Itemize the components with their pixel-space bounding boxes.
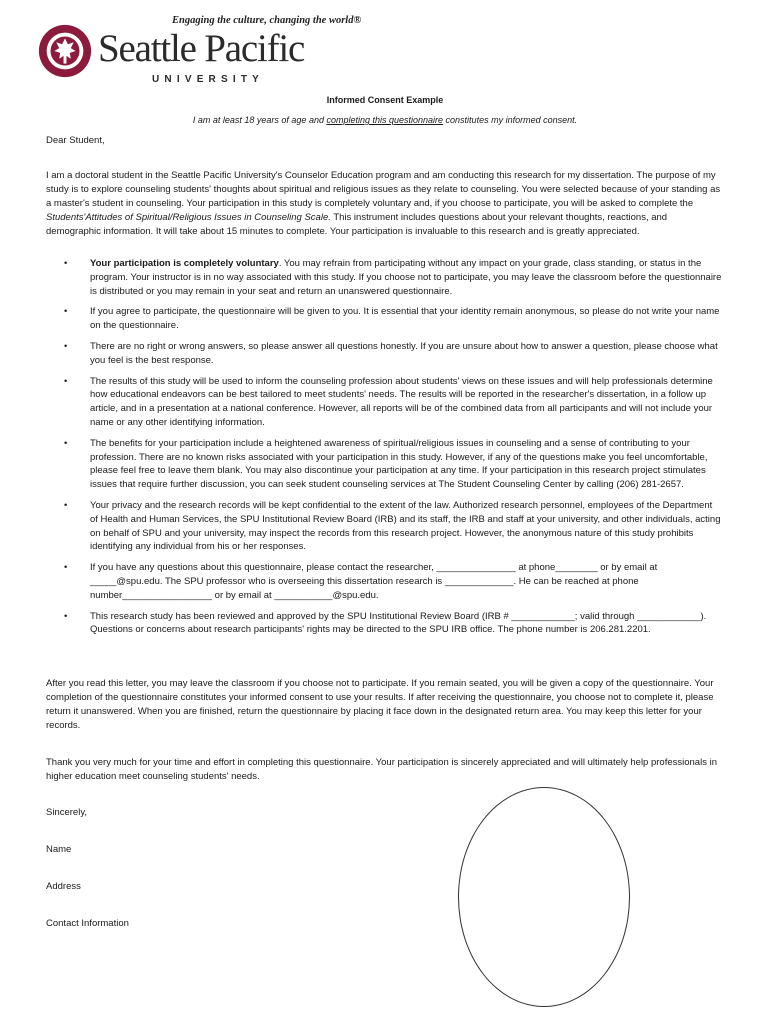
list-item <box>64 375 722 430</box>
list-item <box>64 610 722 638</box>
list-item <box>64 499 722 554</box>
list-item <box>64 257 722 298</box>
sincerely-line: Sincerely, <box>46 807 88 818</box>
spu-crest-icon <box>36 22 94 80</box>
list-item-text: If you agree to participate, the questionnaire will be given to you. It is essential that your identity remain anonymous, so please do not write your name on the questionnaire. <box>90 306 720 332</box>
list-item-text: This research study has been reviewed and approved by the SPU Institutional Review Board (IRB # ____________; valid through ____________). Questions or concerns about research participants' rights may be directed to the SPU IRB office. The phone number is 206.281.2201. <box>90 610 707 636</box>
voluntary-emphasis: Your participation is completely voluntary <box>90 258 279 269</box>
list-item-text: . You may refrain from participating without any impact on your grade, class standing, or status in the program. Your instructor is in no way associated with this study. If you choose not to participate, you may leave the classroom before the questionnaire is distributed or you may remain in your seat and return an unanswered questionnaire. <box>90 258 722 297</box>
bullet-icon: • <box>64 258 68 269</box>
university-header <box>36 12 396 88</box>
list-item-text: The benefits for your participation include a heightened awareness of spiritual/religious issues in counseling and a sense of contributing to your profession. There are no known risks associated with your participation in this study. However, if any of the questions make you feel uncomfortable, please feel free to leave them blank. You may also discontinue your participation at any time. If your participation in this research project stimulates issues that require further discussion, you can seek student counseling services at The Student Counseling Center by calling (206) 281-2657. <box>90 437 708 491</box>
consent-statement <box>0 115 770 125</box>
list-item-text: If you have any questions about this questionnaire, please contact the researcher, _______________ at phone________ or by email at _____@spu.edu. The SPU professor who is overseeing this dissertation research is _____________. He can be reached at phone number_________________ or by email at ___________@spu.edu. <box>90 562 658 601</box>
intro-paragraph <box>46 169 722 239</box>
after-reading-paragraph: After you read this letter, you may leave the classroom if you choose not to participate. If you remain seated, you will be given a copy of the questionnaire. Your completion of the questionnaire constitutes your informed consent to use your results. If after receiving the questionnaire, you choose not to complete it, please return it unanswered. When you are finished, return the questionnaire by placing it face down in the designated return area. You may keep this letter for your records. <box>46 678 714 731</box>
intro-text-1: I am a doctoral student in the Seattle Pacific University's Counselor Education program and am conducting this research for my dissertation. The purpose of my study is to explore counseling students' thoughts about spiritual and religious issues as they relate to counseling. You were selected because of your standing as a master's student in counseling. Your participation in this study is completely voluntary and, if you choose to participate, you will be asked to complete the <box>46 170 721 209</box>
list-item <box>64 561 722 602</box>
consent-text-end: constitutes my informed consent. <box>443 115 578 125</box>
bullet-icon: • <box>64 340 68 352</box>
consent-underlined-text: completing this questionnaire <box>326 115 444 125</box>
consent-text-start: I am at least 18 years of age and <box>192 115 327 125</box>
contact-information-line: Contact Information <box>46 918 129 929</box>
list-item-text: The results of this study will be used to inform the counseling profession about students' views on these issues and will help professionals determine how educational endeavors can be best tailored to meet students' needs. The results will be reported in the researcher's dissertation, in a follow up article, and in a presentation at a national conference. However, all reports will be of the combined data from all participants and will not include your name or any other identifying information. <box>90 375 713 428</box>
bullet-icon: • <box>64 499 68 511</box>
greeting: Dear Student, <box>46 135 105 146</box>
bullet-icon: • <box>64 437 68 449</box>
university-tagline: Engaging the culture, changing the world® <box>172 15 362 26</box>
list-item <box>64 305 722 333</box>
list-item <box>64 437 722 492</box>
university-name: Seattle Pacific <box>98 27 305 70</box>
list-item <box>64 340 722 368</box>
scale-name: Students'Attitudes of Spiritual/Religious Issues in Counseling Scale. <box>46 212 331 223</box>
intro-text-2: This instrument includes questions about your relevant thoughts, reactions, and demographic information. It will take about 15 minutes to complete. Your participation is invaluable to this research and is greatly appreciated. <box>46 212 668 237</box>
list-item-text: Your privacy and the research records will be kept confidential to the extent of the law. Authorized research personnel, employees of the Department of Health and Human Services, the SPU Institutional Review Board (IRB) and its staff, the IRB and staff at your university, and other individuals, acting on behalf of SPU and your university, may inspect the records from this research project. However, the anonymous nature of this study prohibits identifying any individual from his or her responses. <box>90 499 721 553</box>
address-line: Address <box>46 881 81 892</box>
document-title: Informed Consent Example <box>326 95 444 105</box>
bullet-icon: • <box>64 562 68 574</box>
bullet-icon: • <box>64 375 68 387</box>
bullet-icon: • <box>64 610 68 622</box>
name-line: Name <box>46 844 72 855</box>
thank-you-paragraph: Thank you very much for your time and effort in completing this questionnaire. Your participation is sincerely appreciated and will ultimately help professionals in higher education meet counseling students' needs. <box>46 757 717 782</box>
consent-terms-list <box>64 257 722 644</box>
seal-placeholder-circle <box>458 787 630 1007</box>
bullet-icon: • <box>64 306 68 318</box>
university-subtitle: UNIVERSITY <box>152 74 265 85</box>
list-item-text: There are no right or wrong answers, so please answer all questions honestly. If you are unsure about how to answer a question, please choose what you feel is the best response. <box>90 340 718 366</box>
